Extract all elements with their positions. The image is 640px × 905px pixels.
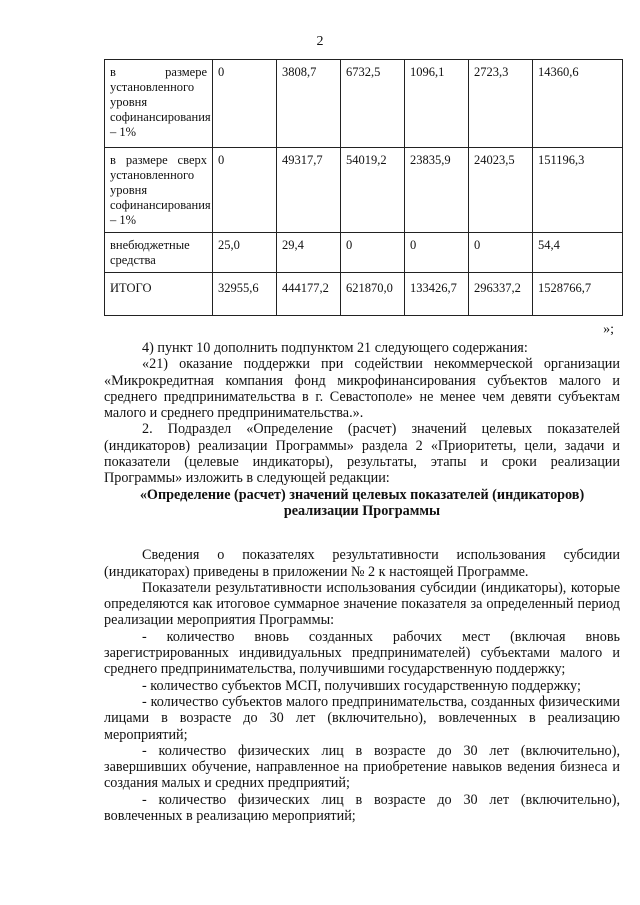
page-number: 2 — [316, 34, 324, 49]
table-row — [105, 60, 623, 148]
table-cell: 32955,6 — [213, 273, 277, 316]
table-cell: 133426,7 — [405, 273, 469, 316]
table-row — [105, 233, 623, 273]
table-row — [105, 273, 623, 316]
table-cell: 0 — [469, 233, 533, 273]
table-cell: 49317,7 — [277, 148, 341, 233]
table-cell: 0 — [341, 233, 405, 273]
closing-quote-mark: »; — [603, 322, 614, 337]
paragraph: Показатели результативности использования субсидии (индикаторы), которые определяются как итоговое суммарное значение показателя за определенный период реализации мероприятия Программы: — [104, 579, 620, 629]
table-cell: 54,4 — [533, 233, 623, 273]
financing-table — [104, 59, 623, 316]
bullet-item: - количество субъектов малого предпринимательства, созданных физическими лицами в возрасте до 30 лет (включительно), вовлеченных в реализацию мероприятий; — [104, 693, 620, 743]
table-cell: 0 — [405, 233, 469, 273]
table-cell: 3808,7 — [277, 60, 341, 148]
table-row — [105, 148, 623, 233]
table-cell: 24023,5 — [469, 148, 533, 233]
table-cell: 151196,3 — [533, 148, 623, 233]
table-cell: 2723,3 — [469, 60, 533, 148]
bullet-item: - количество субъектов МСП, получивших государственную поддержку; — [142, 677, 581, 694]
bullet-item: - количество вновь созданных рабочих мест (включая вновь зарегистрированных индивидуальных предпринимателей) субъектами малого и среднего предпринимательства, получившими государственную поддержку; — [104, 628, 620, 678]
row-label: внебюджетные средства — [105, 233, 213, 273]
table-cell: 1528766,7 — [533, 273, 623, 316]
paragraph: «21) оказание поддержки при содействии некоммерческой организации «Микрокредитная компания фонд микрофинансирования субъектов малого и среднего предпринимательства в г. Севастополе» не менее чем девяти субъектам малого и среднего предпринимательства.». — [104, 356, 620, 422]
row-label: в размере сверх установленного уровня софинансирования – 1% — [105, 148, 213, 233]
paragraph: Сведения о показателях результативности использования субсидии (индикаторах) приведены в приложении № 2 к настоящей Программе. — [104, 547, 620, 580]
paragraph: 2. Подраздел «Определение (расчет) значений целевых показателей (индикаторов) реализации Программы» раздела 2 «Приоритеты, цели, задачи и показатели (целевые индикаторы), результаты, этапы и сроки реализации Программы» изложить в следующей редакции: — [104, 421, 620, 487]
table-cell: 54019,2 — [341, 148, 405, 233]
table-cell: 0 — [213, 148, 277, 233]
table-cell: 0 — [213, 60, 277, 148]
row-label: в размере установленного уровня софинансирования – 1% — [105, 60, 213, 148]
table-cell: 444177,2 — [277, 273, 341, 316]
bullet-item: - количество физических лиц в возрасте до 30 лет (включительно), вовлеченных в реализацию мероприятий; — [104, 791, 620, 825]
section-heading: «Определение (расчет) значений целевых показателей (индикаторов) реализации Программы — [139, 486, 585, 519]
table-cell: 23835,9 — [405, 148, 469, 233]
row-label: ИТОГО — [105, 273, 213, 316]
paragraph: 4) пункт 10 дополнить подпунктом 21 следующего содержания: — [142, 340, 528, 356]
table-cell: 6732,5 — [341, 60, 405, 148]
table-cell: 25,0 — [213, 233, 277, 273]
bullet-item: - количество физических лиц в возрасте до 30 лет (включительно), завершивших обучение, направленное на приобретение навыков ведения бизнеса и создания малых и средних предприятий; — [104, 742, 620, 792]
table-cell: 1096,1 — [405, 60, 469, 148]
document-body — [104, 340, 620, 824]
table-cell: 621870,0 — [341, 273, 405, 316]
table-cell: 14360,6 — [533, 60, 623, 148]
table-cell: 29,4 — [277, 233, 341, 273]
table-cell: 296337,2 — [469, 273, 533, 316]
